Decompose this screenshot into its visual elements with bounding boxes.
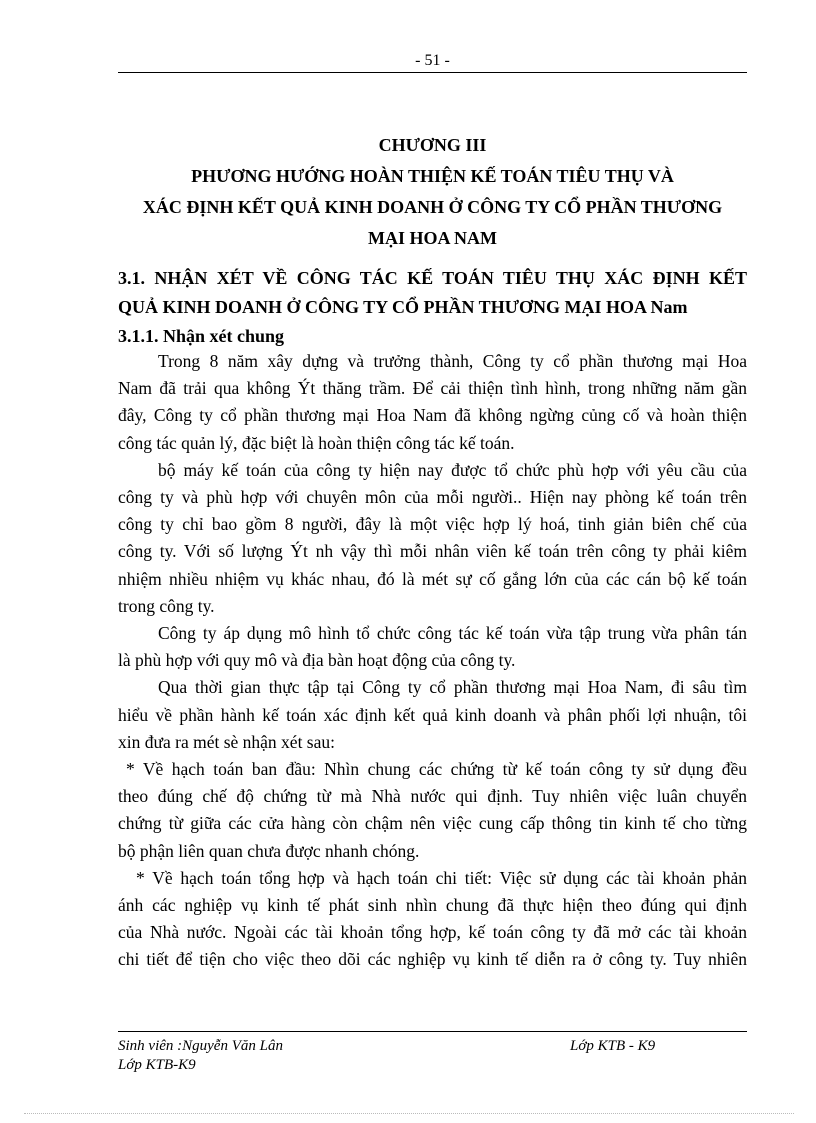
text-line: Nam đã trải qua không Ýt thăng trầm. Để cải thiện tình hình, trong những năm gần — [118, 378, 747, 399]
text-line: hiểu về phần hành kế toán xác định kết quả kinh doanh và phân phối lợi nhuận, tôi — [118, 704, 747, 725]
footer-rule — [118, 1031, 747, 1032]
text-line: trong công ty. — [118, 595, 215, 616]
text-line: là phù hợp với quy mô và địa bàn hoạt động của công ty. — [118, 650, 516, 671]
paragraph — [118, 457, 747, 620]
section-title-line: 3.1. NHẬN XÉT VỀ CÔNG TÁC KẾ TOÁN TIÊU THỤ XÁC ĐỊNH KẾT — [118, 268, 747, 288]
paragraph — [118, 756, 747, 865]
section-title-line: QUẢ KINH DOANH Ở CÔNG TY CỔ PHẦN THƯƠNG MẠI HOA Nam — [118, 297, 688, 317]
footer-class-left: Lớp KTB-K9 — [118, 1057, 196, 1073]
text-line: * Về hạch toán tổng hợp và hạch toán chi tiết: Việc sử dụng các tài khoản phản — [136, 867, 747, 888]
paragraph — [118, 620, 747, 674]
subsection-title: 3.1.1. Nhận xét chung — [118, 326, 285, 346]
text-line: đây, Công ty cổ phần thương mại Hoa Nam đã không ngừng củng cố và hoàn thiện — [118, 405, 747, 426]
text-line: nhiệm nhiều nhiệm vụ khác nhau, đó là mét sự cố gắng lớn của các cán bộ kế toán — [118, 568, 747, 589]
text-line: xin đưa ra mét sè nhận xét sau: — [118, 731, 335, 752]
text-line: của Nhà nước. Ngoài các tài khoản tổng hợp, kế toán công ty đã mở các tài khoản — [118, 922, 747, 943]
paragraph — [118, 674, 747, 756]
text-line: công tác quản lý, đặc biệt là hoàn thiện công tác kế toán. — [118, 432, 515, 453]
page-number: - 51 - — [415, 52, 450, 69]
text-line: công ty. Với số lượng Ýt nh vậy thì mỗi nhân viên kế toán trên công ty phải kiêm — [118, 541, 747, 562]
text-line: Qua thời gian thực tập tại Công ty cổ phần thương mại Hoa Nam, đi sâu tìm — [158, 677, 747, 698]
text-line: chi tiết để tiện cho việc theo dõi các nghiệp vụ kinh tế diễn ra ở công ty. Tuy nhiên — [118, 949, 747, 970]
chapter-title-line: MẠI HOA NAM — [368, 228, 497, 248]
text-line: bộ phận liên quan chưa được nhanh chóng. — [118, 840, 420, 861]
section-heading — [118, 264, 747, 322]
footer-student-name: Sinh viên :Nguyễn Văn Lân — [118, 1038, 283, 1054]
text-line: Công ty áp dụng mô hình tổ chức công tác kế toán vừa tập trung vừa phân tán — [158, 623, 747, 644]
chapter-label: CHƯƠNG III — [378, 135, 487, 155]
header-rule — [118, 72, 747, 73]
chapter-heading — [118, 130, 747, 254]
text-line: theo đúng chế độ chứng từ mà Nhà nước qui định. Tuy nhiên việc luân chuyển — [118, 786, 747, 807]
text-line: công ty chỉ bao gồm 8 người, đây là một việc hợp lý hoá, tinh giản biên chế của — [118, 514, 747, 535]
text-line: chứng từ giữa các cửa hàng còn chậm nên việc cung cấp thông tin kinh tế cho từng — [118, 813, 747, 834]
chapter-title-line: PHƯƠNG HƯỚNG HOÀN THIỆN KẾ TOÁN TIÊU THỤ VÀ — [191, 166, 674, 186]
text-line: công ty và phù hợp với chuyên môn của mỗi người.. Hiện nay phòng kế toán trên — [118, 487, 747, 508]
paragraph — [118, 865, 747, 974]
paragraph — [118, 348, 747, 457]
body-text — [118, 348, 747, 974]
text-line: bộ máy kế toán của công ty hiện nay được tổ chức phù hợp với yêu cầu của — [158, 459, 747, 480]
page-edge-dotted-line — [24, 1113, 794, 1114]
footer-class-right: Lớp KTB - K9 — [570, 1038, 656, 1054]
text-line: Trong 8 năm xây dựng và trưởng thành, Công ty cổ phần thương mại Hoa — [158, 351, 747, 371]
chapter-title-line: XÁC ĐỊNH KẾT QUẢ KINH DOANH Ở CÔNG TY CỔ PHẦN THƯƠNG — [142, 197, 723, 217]
text-line: * Về hạch toán ban đầu: Nhìn chung các chứng từ kế toán công ty sử dụng đều — [126, 759, 747, 780]
text-line: ánh các nghiệp vụ kinh tế phát sinh nhìn chung đã thực hiện theo đúng qui định — [118, 895, 747, 916]
